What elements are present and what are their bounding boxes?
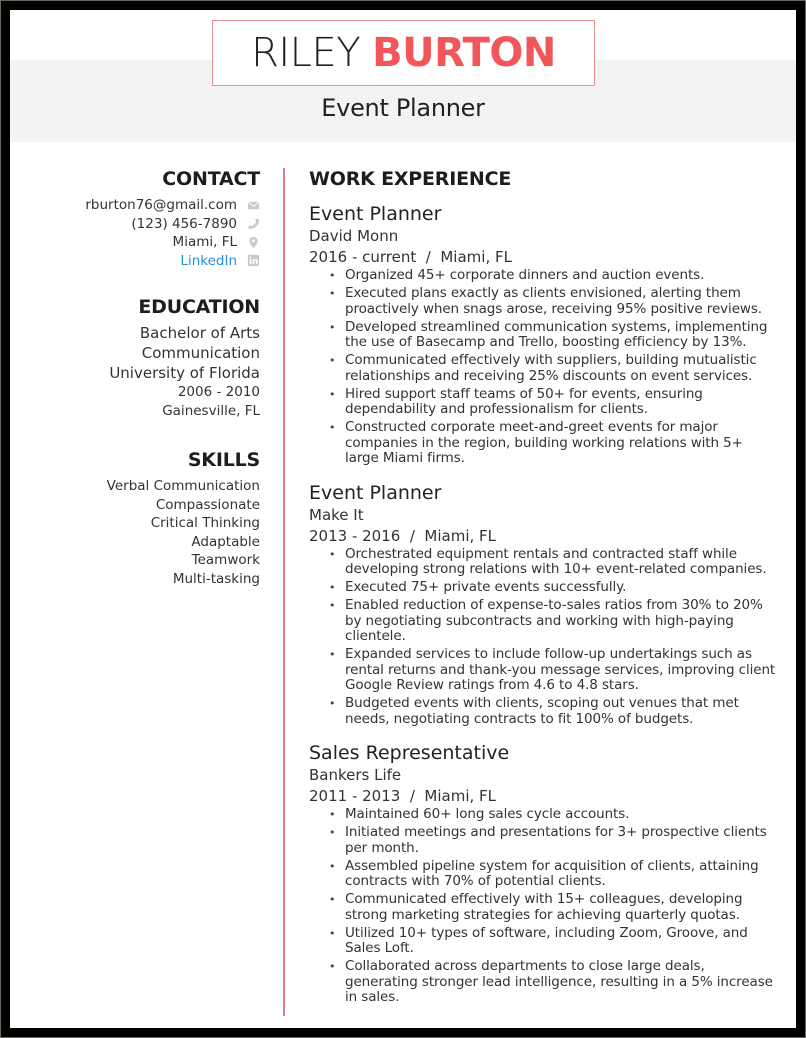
bullet-item: • Enabled reduction of expense-to-sales ratios from 30% to 20% by negotiating subcontracts and working with high-paying clientele.	[329, 598, 779, 645]
phone-icon	[246, 217, 260, 231]
contact-linkedin[interactable]	[50, 252, 260, 271]
job-bullets	[329, 268, 779, 467]
job-bullets	[329, 807, 779, 1006]
bullet-item: • Developed streamlined communication systems, implementing the use of Basecamp and Trello, boosting efficiency by 13%.	[329, 320, 779, 351]
bullet-item: • Utilized 10+ types of software, including Zoom, Groove, and Sales Loft.	[329, 926, 779, 957]
bullet-item: • Executed 75+ private events successfully.	[329, 580, 779, 596]
job-bullets	[329, 547, 779, 728]
bullet-item: • Initiated meetings and presentations for 3+ prospective clients per month.	[329, 825, 779, 856]
skills-section	[50, 449, 260, 588]
job-entry	[309, 202, 779, 467]
contact-phone[interactable]	[50, 215, 260, 234]
first-name: RILEY	[251, 30, 361, 76]
education-years: 2006 - 2010	[177, 384, 260, 400]
education-details	[50, 323, 260, 420]
skill-item: Adaptable	[191, 533, 260, 550]
skills-list	[50, 477, 260, 588]
major: Communication	[141, 344, 260, 362]
bullet-item: • Constructed corporate meet-and-greet events for major companies in the region, building working relations with 5+ large Miami firms.	[329, 420, 779, 467]
bullet-item: • Maintained 60+ long sales cycle accounts.	[329, 807, 779, 823]
email-text: rburton76@gmail.com	[85, 197, 237, 213]
name-box	[212, 20, 595, 86]
job-title: Event Planner	[309, 203, 442, 225]
degree: Bachelor of Arts	[139, 324, 260, 342]
headline: Event Planner	[321, 94, 485, 122]
contact-section	[50, 168, 260, 270]
skill-item: Critical Thinking	[150, 515, 260, 531]
school: University of Florida	[109, 364, 260, 382]
bullet-item: • Communicated effectively with suppliers, building mutualistic relationships and receiving 25% discounts on event services.	[329, 353, 779, 384]
job-title: Sales Representative	[309, 742, 510, 764]
job-dates-location: 2013 - 2016 / Miami, FL	[309, 526, 497, 545]
company-name: Bankers Life	[309, 766, 402, 784]
bullet-item: • Communicated effectively with 15+ colleagues, developing strong marketing strategies for achieving quarterly quotas.	[329, 892, 779, 923]
job-entry	[309, 481, 779, 728]
phone-text: (123) 456-7890	[131, 215, 237, 232]
contact-list	[50, 196, 260, 270]
work-experience-heading: WORK EXPERIENCE	[309, 168, 512, 190]
envelope-icon	[246, 198, 260, 212]
bullet-item: • Executed plans exactly as clients envisioned, alerting them proactively when snags arose, receiving 95% positive reviews.	[329, 286, 779, 317]
skill-item: Teamwork	[191, 552, 260, 568]
contact-heading: CONTACT	[162, 168, 260, 190]
job-dates-location: 2011 - 2013 / Miami, FL	[309, 787, 497, 805]
resume-page	[10, 10, 796, 1028]
skill-item: Multi-tasking	[172, 570, 260, 587]
company-name: Make It	[309, 505, 364, 524]
job-title: Event Planner	[309, 481, 442, 504]
column-divider	[283, 168, 285, 1016]
bullet-item: • Expanded services to include follow-up undertakings such as rental returns and thank-you message services, improving client Google Review ratings from 4.6 to 4.8 stars.	[329, 647, 779, 694]
contact-email[interactable]	[50, 196, 260, 215]
bullet-item: • Assembled pipeline system for acquisition of clients, attaining contracts with 70% of potential clients.	[329, 859, 779, 890]
skill-item: Compassionate	[155, 496, 260, 513]
job-dates-location: 2016 - current / Miami, FL	[309, 248, 512, 266]
bullet-item: • Organized 45+ corporate dinners and auction events.	[329, 268, 779, 284]
linkedin-link[interactable]: LinkedIn	[180, 252, 237, 269]
education-location: Gainesville, FL	[162, 402, 260, 419]
skill-item: Verbal Communication	[106, 478, 260, 494]
map-pin-icon	[246, 235, 260, 249]
linkedin-icon	[246, 254, 260, 268]
bullet-item: • Orchestrated equipment rentals and contracted staff while developing strong relations with 10+ event-related companies.	[329, 547, 779, 578]
education-heading: EDUCATION	[138, 296, 260, 318]
skills-heading: SKILLS	[187, 449, 260, 471]
contact-location	[50, 233, 260, 252]
bullet-item: • Budgeted events with clients, scoping out venues that met needs, negotiating contracts to fit 100% of budgets.	[329, 696, 779, 727]
location-text: Miami, FL	[172, 234, 237, 250]
bullet-item: • Hired support staff teams of 50+ for events, ensuring dependability and professionalism for clients.	[329, 387, 779, 418]
education-section	[50, 296, 260, 420]
left-column	[50, 168, 260, 588]
company-name: David Monn	[309, 227, 399, 245]
job-entry	[309, 741, 779, 1006]
bullet-item: • Collaborated across departments to close large deals, generating stronger lead intelligence, resulting in a 5% increase in sales.	[329, 959, 779, 1006]
last-name: BURTON	[372, 30, 556, 76]
right-column	[309, 168, 779, 1008]
